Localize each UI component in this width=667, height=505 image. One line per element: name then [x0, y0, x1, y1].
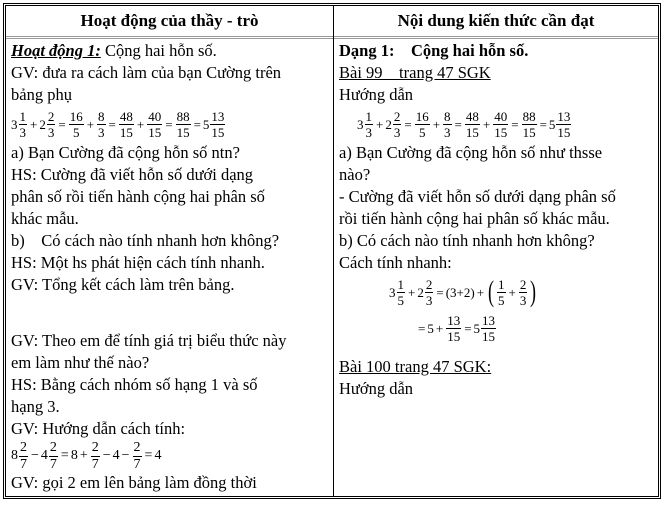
equation-quick-step-1: [339, 274, 657, 310]
column-divider: [333, 6, 334, 496]
fraction: $\frac{16}{5}$: [69, 108, 83, 140]
operator: +: [482, 116, 491, 132]
fraction: $\frac{1}{5}$: [397, 276, 404, 308]
hs-answer-a-line-3: khác mẫu.: [11, 209, 79, 228]
fraction: $\frac{2}{3}$: [519, 276, 527, 308]
operator: +: [432, 116, 441, 132]
operator: +: [376, 116, 384, 132]
gv-intro-line-2: bảng phụ: [11, 85, 72, 104]
equation-mixed-sum-left: [11, 106, 329, 142]
equation-mixed-subtraction: [11, 440, 329, 472]
question-a: a) Bạn Cường đã cộng hỗn số ntn?: [11, 143, 240, 162]
operator: =: [144, 448, 153, 463]
operator: =: [60, 448, 69, 463]
operator: +: [79, 448, 88, 463]
operator: −: [121, 448, 130, 463]
operator: −: [102, 448, 111, 463]
operator: −: [31, 448, 39, 463]
gv-question-2-line-1: GV: Theo em để tính giá trị biểu thức này: [11, 331, 287, 350]
table-header-row: [6, 6, 658, 39]
eq-term: 4: [112, 448, 120, 463]
eq-term: 8: [11, 448, 18, 463]
fraction: $\frac{13}{15}$: [211, 108, 225, 140]
answer-a-line-1: - Cường đã viết hỗn số dưới dạng phân số: [339, 187, 616, 206]
question-b: b) Có cách nào tính nhanh hơn không?: [339, 231, 595, 250]
equation-quick-step-2: [339, 310, 657, 346]
equation-mixed-sum-right: [339, 106, 657, 142]
eq-term: 5: [427, 320, 434, 336]
quick-method-label: Cách tính nhanh:: [339, 253, 452, 272]
fraction: $\frac{88}{15}$: [176, 108, 190, 140]
gv-intro-line-1: GV: đưa ra cách làm của bạn Cường trên: [11, 63, 282, 82]
lesson-table: [3, 3, 661, 499]
hs-answer-b: HS: Một hs phát hiện cách tính nhanh.: [11, 253, 265, 272]
activity-topic: Cộng hai hỗn số.: [100, 41, 217, 60]
operator: +: [476, 284, 485, 300]
hs-answer-2-line-1: HS: Bằng cách nhóm số hạng 1 và số: [11, 375, 258, 394]
fraction: $\frac{2}{3}$: [47, 108, 55, 140]
operator: =: [436, 284, 444, 300]
eq-term: 3: [357, 116, 364, 132]
eq-term: 2: [385, 116, 392, 132]
eq-term: 2: [39, 116, 46, 132]
operator: =: [193, 116, 201, 132]
activity-column: [11, 40, 329, 496]
operator: =: [58, 116, 66, 132]
fraction: $\frac{1}{3}$: [19, 108, 26, 140]
fraction: $\frac{8}{3}$: [444, 108, 451, 140]
fraction: $\frac{2}{7}$: [49, 439, 57, 472]
eq-term: 3: [389, 284, 396, 300]
operator: +: [435, 320, 444, 336]
fraction: $\frac{1}{3}$: [365, 108, 372, 140]
fraction: $\frac{2}{3}$: [425, 276, 433, 308]
content-column: [339, 40, 657, 496]
answer-a-line-2: rồi tiến hành cộng hai phân số khác mẫu.: [339, 209, 610, 228]
gv-last-instruction: GV: gọi 2 em lên bảng làm đồng thời: [11, 473, 257, 492]
fraction: $\frac{13}{15}$: [557, 108, 571, 140]
fraction: $\frac{2}{7}$: [91, 439, 99, 472]
eq-term: 3: [11, 116, 18, 132]
fraction: $\frac{40}{15}$: [148, 108, 162, 140]
right-paren: ): [530, 275, 537, 308]
gv-question-2-line-2: em làm như thế nào?: [11, 353, 150, 372]
operator: =: [539, 116, 547, 132]
fraction: $\frac{40}{15}$: [494, 108, 508, 140]
fraction: $\frac{2}{7}$: [133, 439, 141, 472]
eq-term: (3+2): [445, 284, 475, 300]
hs-answer-2-line-2: hạng 3.: [11, 397, 60, 416]
eq-term: 2: [417, 284, 424, 300]
exercise-100-heading: Bài 100 trang 47 SGK:: [339, 357, 492, 376]
activity-title: Hoạt động 1:: [11, 41, 101, 60]
fraction: $\frac{48}{15}$: [119, 108, 133, 140]
operator: =: [511, 116, 519, 132]
fraction: $\frac{16}{5}$: [415, 108, 429, 140]
eq-term: 4: [40, 448, 48, 463]
operator: +: [408, 284, 416, 300]
operator: =: [165, 116, 173, 132]
fraction: $\frac{2}{3}$: [393, 108, 401, 140]
fraction: $\frac{13}{15}$: [447, 312, 461, 344]
fraction: $\frac{88}{15}$: [522, 108, 536, 140]
operator: =: [464, 320, 472, 336]
hs-answer-a-line-2: phân số rồi tiến hành cộng hai phân số: [11, 187, 265, 206]
exercise-99-heading: Bài 99 trang 47 SGK: [339, 63, 491, 82]
question-a-line-1: a) Bạn Cường đã cộng hỗn số như thsse: [339, 143, 603, 162]
guide-label: Hướng dẫn: [339, 85, 414, 104]
fraction: $\frac{1}{5}$: [498, 276, 505, 308]
fraction: $\frac{8}{3}$: [98, 108, 105, 140]
eq-term: 4: [154, 448, 162, 463]
operator: =: [418, 320, 426, 336]
operator: +: [30, 116, 38, 132]
operator: +: [508, 284, 516, 300]
header-knowledge-content: Nội dung kiến thức cần đạt: [397, 11, 595, 30]
hs-answer-a-line-1: HS: Cường đã viết hỗn số dưới dạng: [11, 165, 254, 184]
gv-summary: GV: Tổng kết cách làm trên bảng.: [11, 275, 235, 294]
operator: =: [108, 116, 116, 132]
eq-term: 5: [548, 116, 556, 132]
guide-label-2: Hướng dẫn: [339, 379, 414, 398]
fraction: $\frac{48}{15}$: [465, 108, 479, 140]
fraction: $\frac{2}{7}$: [20, 439, 27, 472]
operator: +: [86, 116, 95, 132]
operator: =: [454, 116, 462, 132]
gv-guide: GV: Hướng dẫn cách tính:: [11, 419, 186, 438]
question-a-line-2: nào?: [339, 165, 371, 184]
eq-term: 5: [473, 320, 481, 336]
fraction: $\frac{13}{15}$: [482, 312, 496, 344]
form-title: Dạng 1: Cộng hai hỗn số.: [339, 41, 529, 60]
operator: +: [136, 116, 145, 132]
left-paren: (: [488, 275, 495, 308]
eq-term: 5: [202, 116, 210, 132]
operator: =: [404, 116, 412, 132]
eq-term: 8: [70, 448, 78, 463]
question-b: b) Có cách nào tính nhanh hơn không?: [11, 231, 280, 250]
header-teacher-student-activity: Hoạt động của thầy - trò: [80, 11, 259, 30]
activity-heading: [11, 40, 329, 62]
